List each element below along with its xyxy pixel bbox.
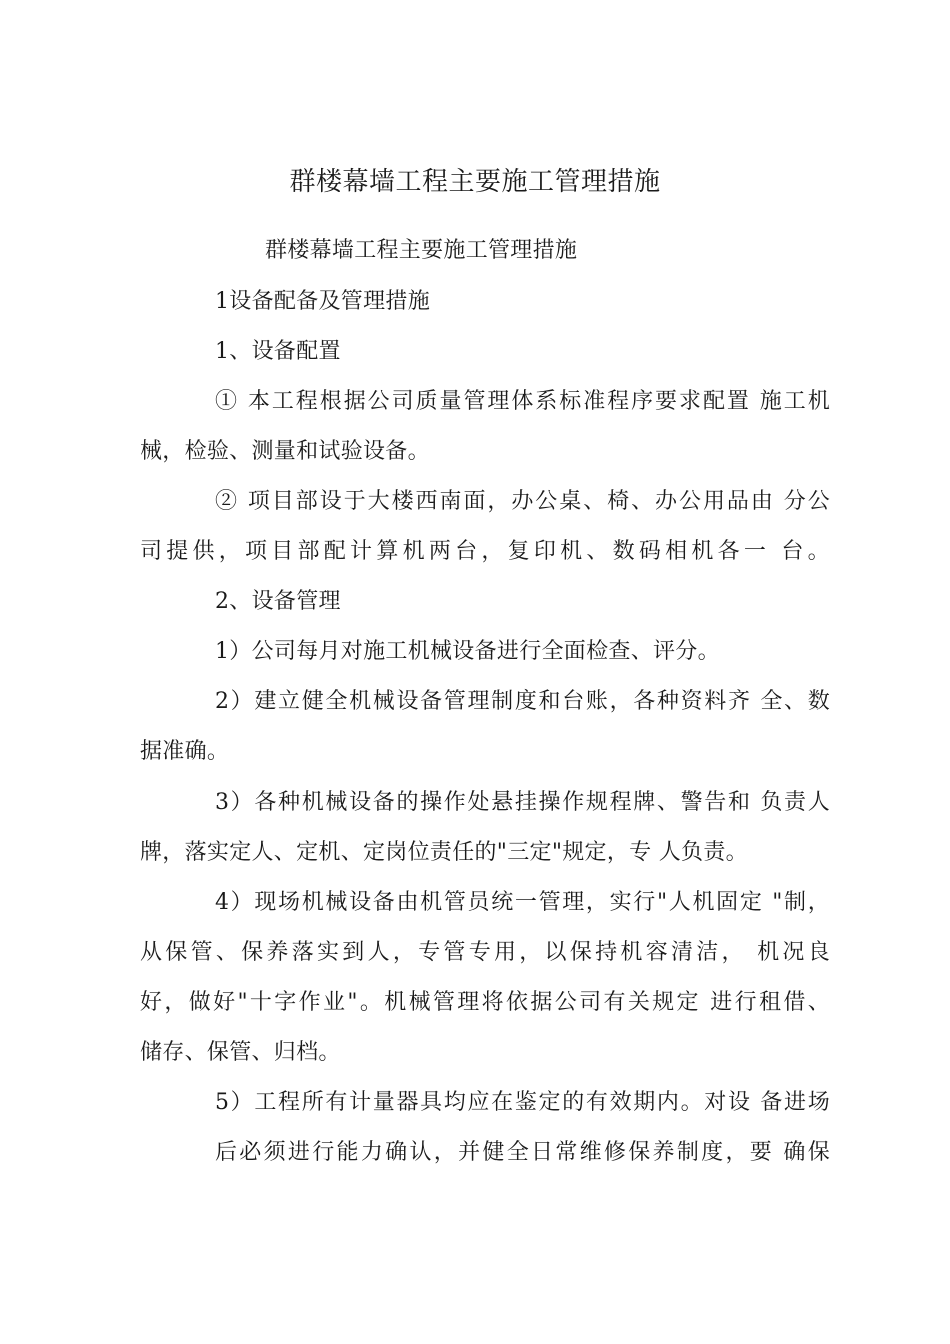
paragraph-line: 牌，落实定人、定机、定岗位责任的"三定"规定，专 人负责。 bbox=[140, 840, 748, 865]
document-title: 群楼幕墙工程主要施工管理措施 bbox=[289, 167, 661, 197]
paragraph-line: 5）工程所有计量器具均应在鉴定的有效期内。对设 备进场 bbox=[215, 1090, 830, 1115]
document-subtitle: 群楼幕墙工程主要施工管理措施 bbox=[265, 238, 578, 263]
paragraph-line: 好，做好"十字作业"。机械管理将依据公司有关规定 进行租借、 bbox=[140, 990, 830, 1015]
paragraph-line: 3）各种机械设备的操作处悬挂操作规程牌、警告和 负责人 bbox=[215, 790, 830, 815]
paragraph-line: 2）建立健全机械设备管理制度和台账，各种资料齐 全、数 bbox=[215, 689, 830, 714]
subsection-heading-equipment-config: 1、设备配置 bbox=[215, 339, 341, 364]
paragraph-line: 储存、保管、归档。 bbox=[140, 1040, 341, 1065]
paragraph-line: ① 本工程根据公司质量管理体系标准程序要求配置 施工机 bbox=[215, 389, 830, 414]
paragraph-line: 4）现场机械设备由机管员统一管理，实行"人机固定 "制， bbox=[215, 890, 830, 915]
paragraph-line: 后必须进行能力确认，并健全日常维修保养制度，要 确保 bbox=[215, 1140, 830, 1165]
subsection-heading-equipment-management: 2、设备管理 bbox=[215, 589, 341, 614]
section-heading: 1设备配备及管理措施 bbox=[215, 289, 430, 314]
paragraph-line: 司提供，项目部配计算机两台，复印机、数码相机各一 台。 bbox=[140, 539, 830, 564]
paragraph-line: 从保管、保养落实到人，专管专用，以保持机容清洁， 机况良 bbox=[140, 940, 830, 965]
paragraph-line: 据准确。 bbox=[140, 739, 230, 764]
paragraph-line: 1）公司每月对施工机械设备进行全面检查、评分。 bbox=[215, 639, 720, 664]
paragraph-line: ② 项目部设于大楼西南面，办公桌、椅、办公用品由 分公 bbox=[215, 489, 830, 514]
paragraph-line: 械，检验、测量和试验设备。 bbox=[140, 439, 430, 464]
